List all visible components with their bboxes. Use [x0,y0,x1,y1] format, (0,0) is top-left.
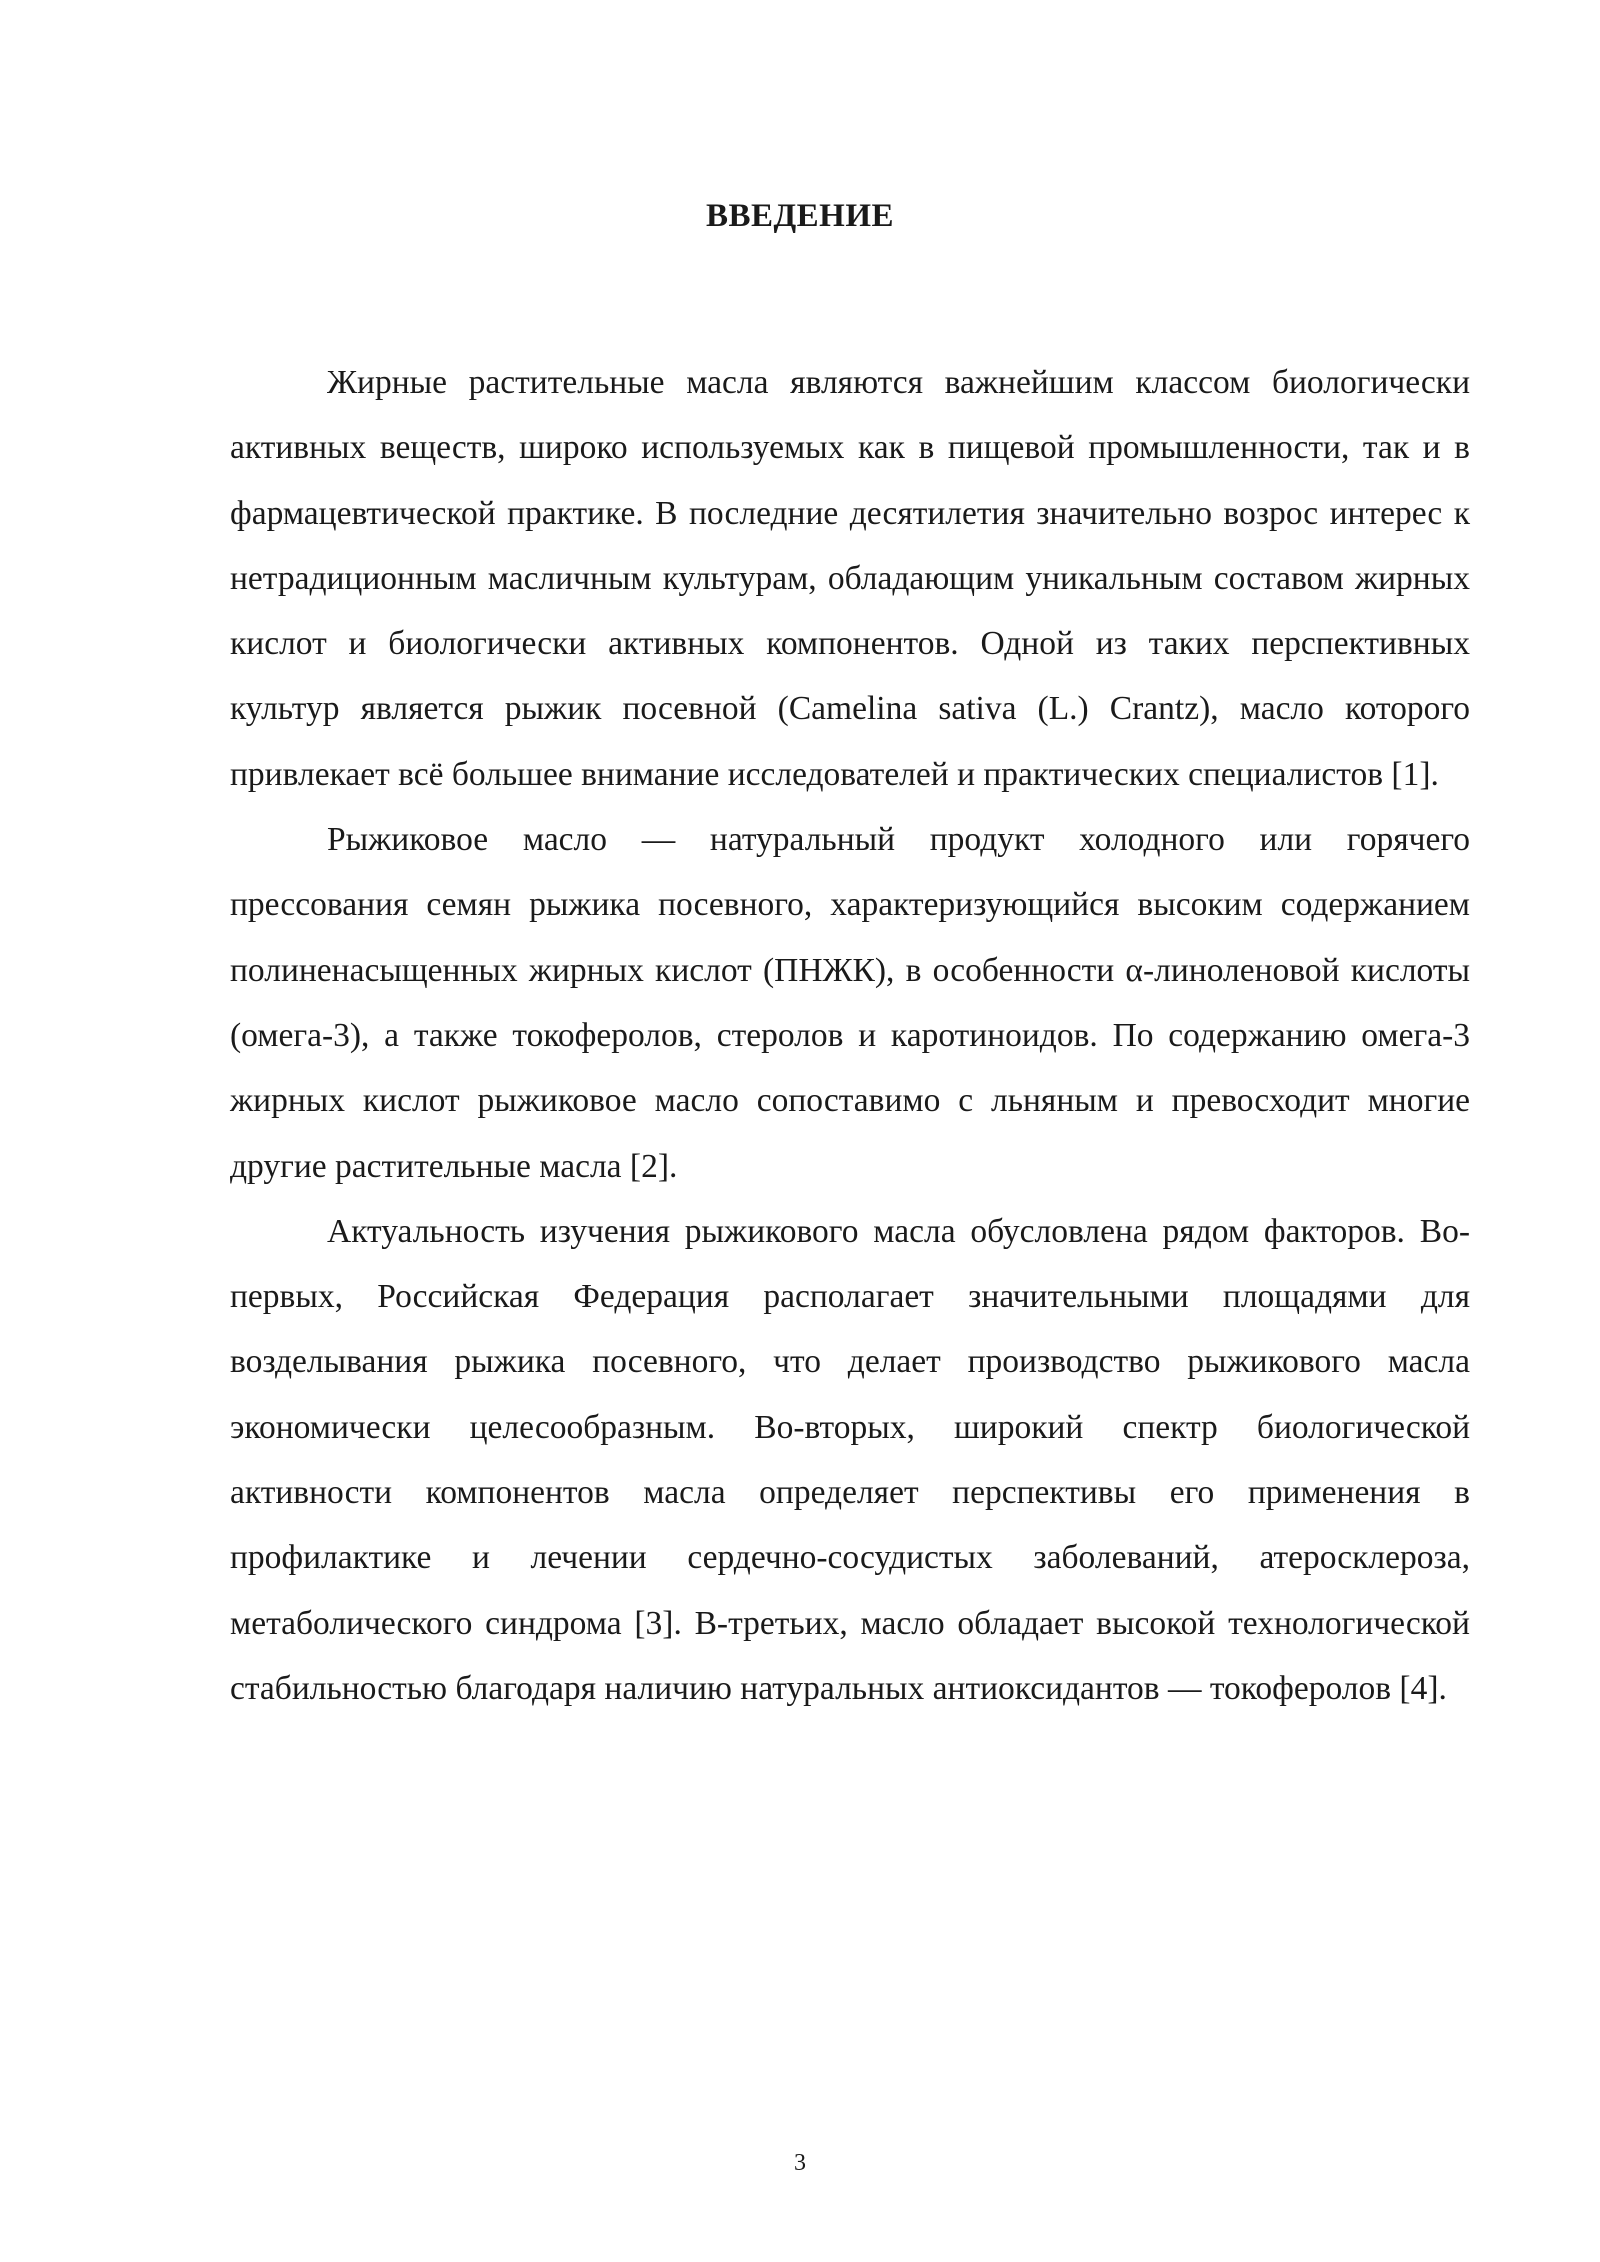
paragraph-relevance: Актуальность изучения рыжикового масла обусловлена рядом факторов. Во-первых, Российская Федерация располагает значительными площадями для возделывания рыжика посевного, что делает производство рыжикового масла экономически целесообразным. Во-вторых, широкий спектр биологической активности компонентов масла определяет перспективы его применения в профилактике и лечении сердечно-сосудистых заболеваний, атеросклероза, метаболического синдрома [3]. В-третьих, масло обладает высокой технологической стабильностью благодаря наличию натуральных антиоксидантов — токоферолов [4]. [230,1212,1470,1707]
page-number: 3 [794,2150,806,2176]
section-heading: ВВЕДЕНИЕ [705,198,895,234]
body-text [230,350,1470,1721]
paragraph-camelina-oil: Рыжиковое масло — натуральный продукт холодного или горячего прессования семян рыжика посевного, характеризующийся высоким содержанием полиненасыщенных жирных кислот (ПНЖК), в особенности α-линоленовой кислоты (омега-3), а также токоферолов, стеролов и каротиноидов. По содержанию омега-3 жирных кислот рыжиковое масло сопоставимо с льняным и превосходит многие другие растительные масла [2]. [230,821,1470,1185]
paragraph-intro: Жирные растительные масла являются важнейшим классом биологически активных веществ, широко используемых как в пищевой промышленности, так и в фармацевтической практике. В последние десятилетия значительно возрос интерес к нетрадиционным масличным культурам, обладающим уникальным составом жирных кислот и биологически активных компонентов. Одной из таких перспективных культур является рыжик посевной (Camelina sativa (L.) Crantz), масло которого привлекает всё большее внимание исследователей и практических специалистов [1]. [230,364,1470,793]
